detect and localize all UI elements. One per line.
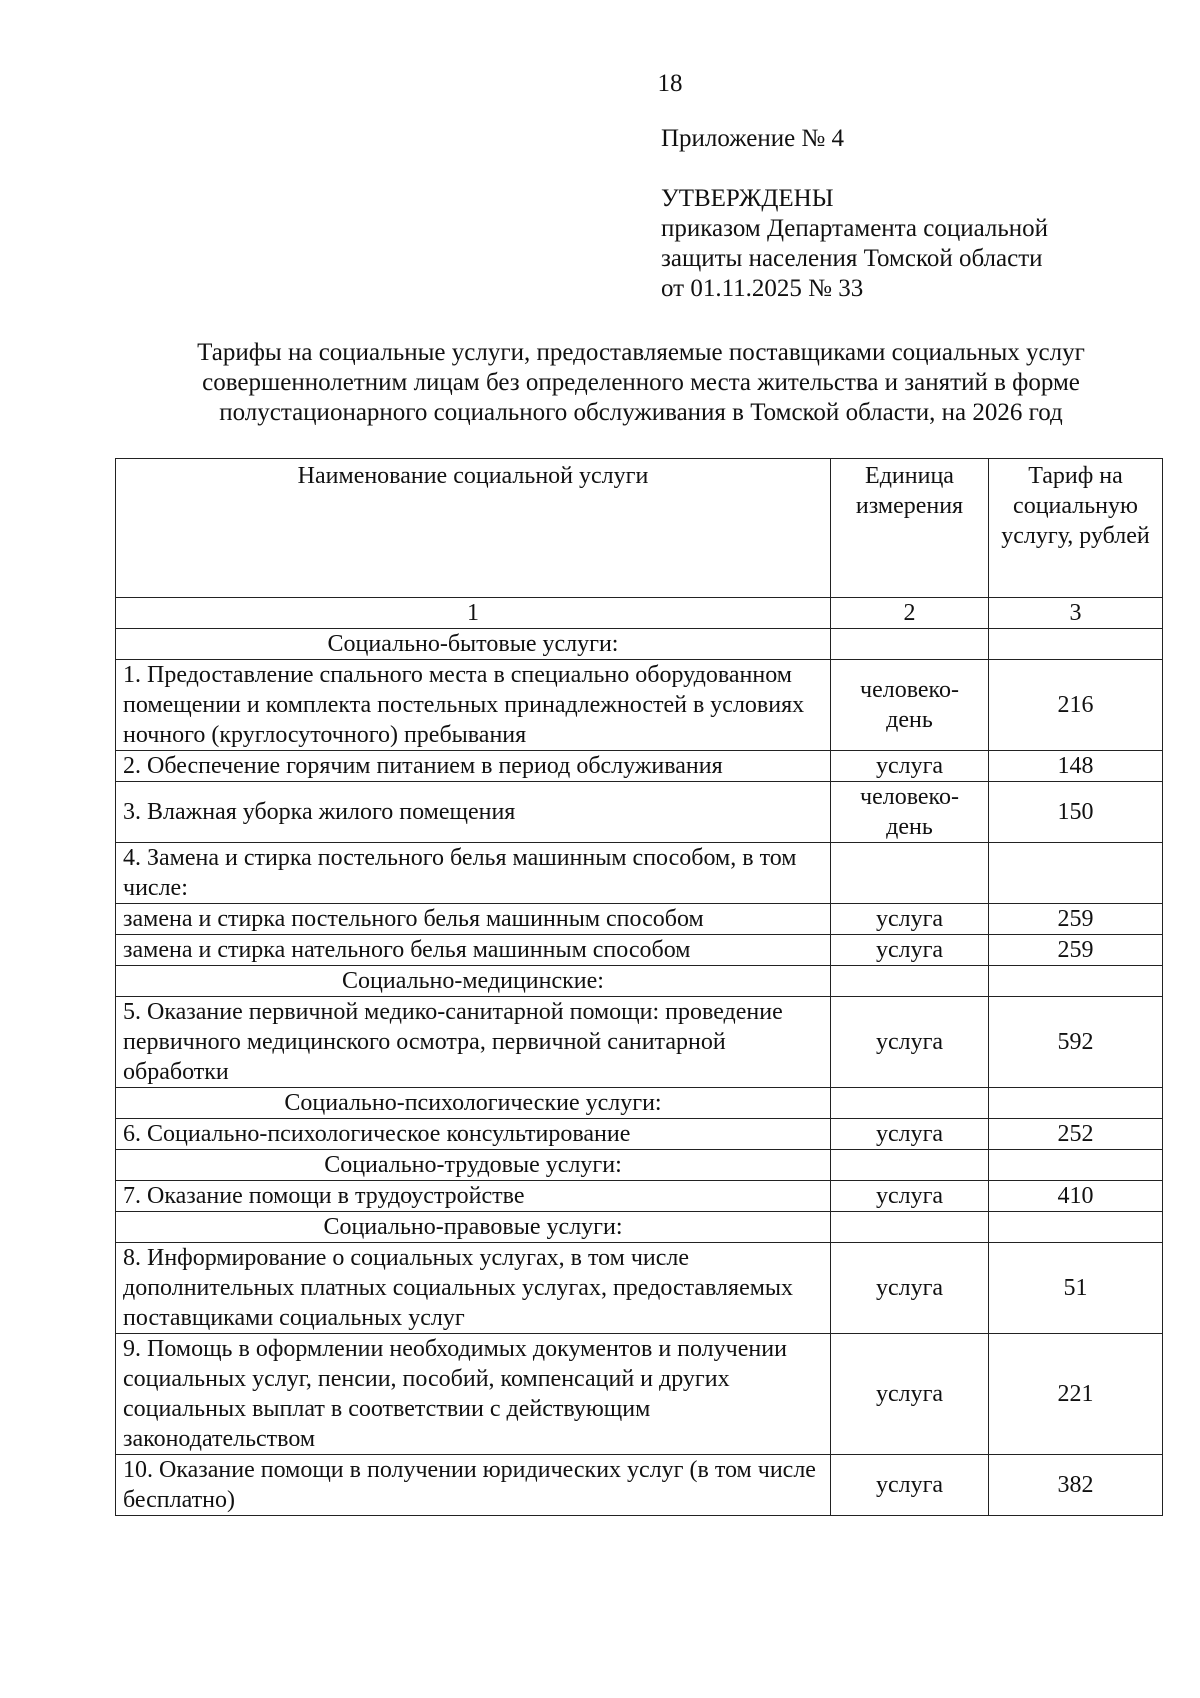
section-unit-empty (831, 1150, 989, 1181)
service-name: 8. Информирование о социальных услугах, в том числе дополнительных платных социальных услугах, предоставляемых поставщиками социальных услуг (116, 1243, 831, 1334)
service-unit: услуга (831, 904, 989, 935)
column-number-1: 1 (116, 598, 831, 629)
table-row (116, 935, 1163, 966)
section-row (116, 966, 1163, 997)
service-unit: услуга (831, 1119, 989, 1150)
section-row (116, 1212, 1163, 1243)
service-unit (831, 843, 989, 904)
section-tariff-empty (989, 1212, 1163, 1243)
service-name: 3. Влажная уборка жилого помещения (116, 782, 831, 843)
service-name: замена и стирка нательного белья машинным способом (116, 935, 831, 966)
service-name: 2. Обеспечение горячим питанием в период обслуживания (116, 751, 831, 782)
approval-line-1: приказом Департамента социальной (661, 215, 1049, 242)
service-name: 10. Оказание помощи в получении юридических услуг (в том числе бесплатно) (116, 1455, 831, 1516)
section-title: Социально-медицинские: (116, 966, 831, 997)
approval-block (661, 124, 1048, 304)
section-unit-empty (831, 1212, 989, 1243)
section-title: Социально-правовые услуги: (116, 1212, 831, 1243)
approval-line-2: защиты населения Томской области (661, 245, 1043, 272)
header-name: Наименование социальной услуги (116, 459, 831, 598)
section-tariff-empty (989, 1088, 1163, 1119)
page-number: 18 (657, 70, 683, 97)
service-name: 5. Оказание первичной медико-санитарной помощи: проведение первичного медицинского осмотра, первичной санитарной обработки (116, 997, 831, 1088)
service-unit: услуга (831, 1334, 989, 1455)
column-number-2: 2 (831, 598, 989, 629)
section-tariff-empty (989, 1150, 1163, 1181)
section-row (116, 1150, 1163, 1181)
service-unit: услуга (831, 997, 989, 1088)
table-row (116, 1119, 1163, 1150)
service-tariff: 216 (989, 660, 1163, 751)
service-tariff (989, 843, 1163, 904)
table-row (116, 660, 1163, 751)
table-row (116, 751, 1163, 782)
service-tariff: 592 (989, 997, 1163, 1088)
tariffs-table (115, 458, 1163, 1516)
table-row (116, 1181, 1163, 1212)
section-row (116, 1088, 1163, 1119)
section-tariff-empty (989, 629, 1163, 660)
table-row (116, 1455, 1163, 1516)
section-row (116, 629, 1163, 660)
service-tariff: 150 (989, 782, 1163, 843)
service-tariff: 259 (989, 935, 1163, 966)
approval-line-3: от 01.11.2025 № 33 (661, 275, 864, 302)
table-row (116, 904, 1163, 935)
column-number-3: 3 (989, 598, 1163, 629)
service-tariff: 252 (989, 1119, 1163, 1150)
service-tariff: 382 (989, 1455, 1163, 1516)
title-line-1: Тарифы на социальные услуги, предоставляемые поставщиками социальных услуг (197, 339, 1085, 366)
document-title (120, 338, 1162, 428)
table-row (116, 843, 1163, 904)
service-tariff: 148 (989, 751, 1163, 782)
section-title: Социально-психологические услуги: (116, 1088, 831, 1119)
service-unit: услуга (831, 751, 989, 782)
section-unit-empty (831, 629, 989, 660)
service-unit: человеко-день (831, 660, 989, 751)
header-unit: Единица измерения (831, 459, 989, 598)
table-row (116, 997, 1163, 1088)
service-name: 6. Социально-психологическое консультирование (116, 1119, 831, 1150)
table-row (116, 1243, 1163, 1334)
section-unit-empty (831, 1088, 989, 1119)
service-name: замена и стирка постельного белья машинным способом (116, 904, 831, 935)
approval-heading: УТВЕРЖДЕНЫ (661, 185, 834, 212)
service-name: 7. Оказание помощи в трудоустройстве (116, 1181, 831, 1212)
service-unit: услуга (831, 1243, 989, 1334)
section-tariff-empty (989, 966, 1163, 997)
service-unit: услуга (831, 1181, 989, 1212)
section-unit-empty (831, 966, 989, 997)
title-line-2: совершеннолетним лицам без определенного места жительства и занятий в форме (202, 369, 1080, 396)
table-row (116, 1334, 1163, 1455)
service-name: 1. Предоставление спального места в специально оборудованном помещении и комплекта постельных принадлежностей в условиях ночного (круглосуточного) пребывания (116, 660, 831, 751)
service-name: 4. Замена и стирка постельного белья машинным способом, в том числе: (116, 843, 831, 904)
column-number-row (116, 598, 1163, 629)
table-row (116, 782, 1163, 843)
header-tariff: Тариф на социальную услугу, рублей (989, 459, 1163, 598)
section-title: Социально-трудовые услуги: (116, 1150, 831, 1181)
service-name: 9. Помощь в оформлении необходимых документов и получении социальных услуг, пенсии, пособий, компенсаций и других социальных выплат в соответствии с действующим законодательством (116, 1334, 831, 1455)
service-unit: услуга (831, 1455, 989, 1516)
appendix-label: Приложение № 4 (661, 125, 845, 152)
service-tariff: 51 (989, 1243, 1163, 1334)
service-unit: человеко-день (831, 782, 989, 843)
service-unit: услуга (831, 935, 989, 966)
service-tariff: 410 (989, 1181, 1163, 1212)
table-header-row (116, 459, 1163, 598)
service-tariff: 259 (989, 904, 1163, 935)
section-title: Социально-бытовые услуги: (116, 629, 831, 660)
title-line-3: полустационарного социального обслуживания в Томской области, на 2026 год (219, 399, 1063, 426)
service-tariff: 221 (989, 1334, 1163, 1455)
